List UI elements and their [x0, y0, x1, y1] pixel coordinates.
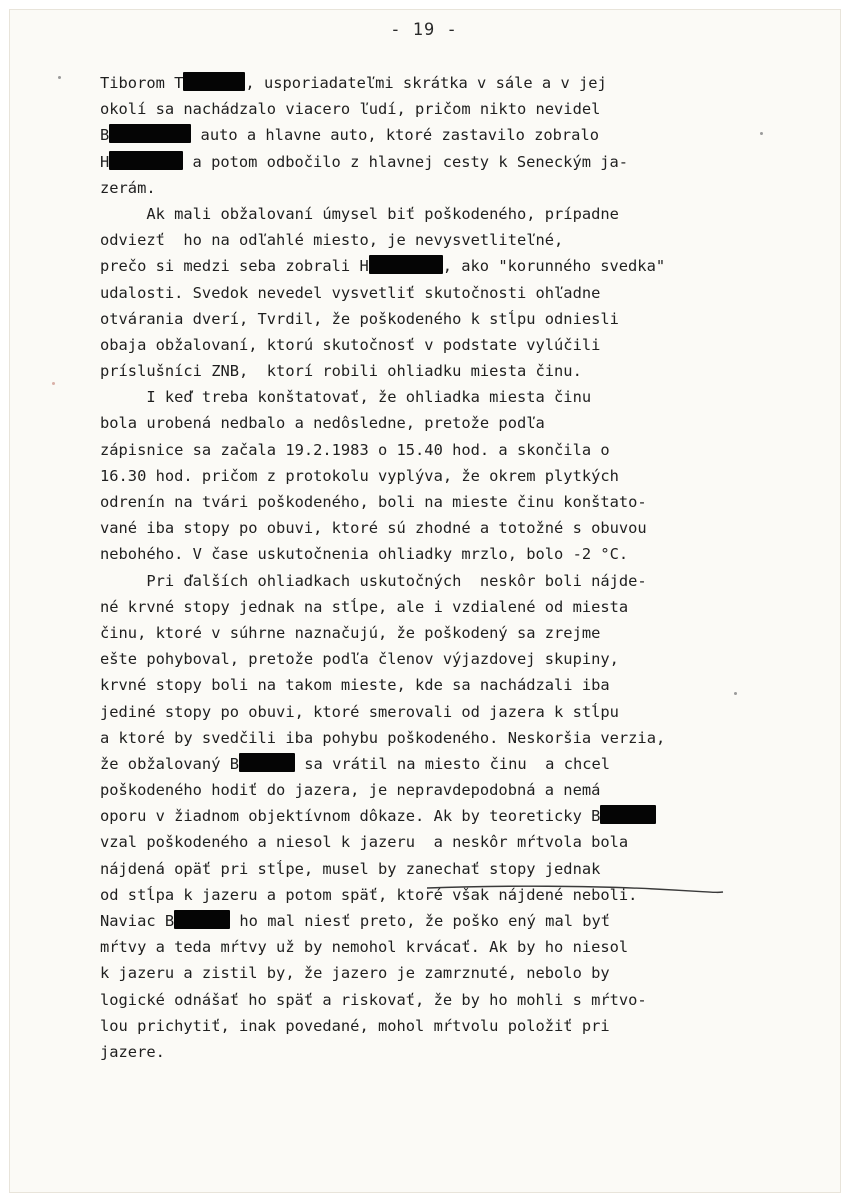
redaction-bar — [369, 255, 443, 274]
text-segment: Ak mali obžalovaní úmysel biť poškodeného, prípadne — [100, 204, 619, 223]
text-segment: otvárania dverí, Tvrdil, že poškodeného k stĺpu odniesli — [100, 309, 619, 328]
text-segment: poškodeného hodiť do jazera, je nepravdepodobná a nemá — [100, 781, 601, 800]
text-line — [100, 960, 740, 986]
text-line — [100, 856, 740, 882]
text-segment: Naviac B — [100, 912, 175, 930]
text-line — [100, 1013, 740, 1039]
text-segment: nebohého. V čase uskutočnenia ohliadky mrzlo, bolo -2 °C. — [100, 545, 629, 564]
text-line — [100, 201, 740, 227]
text-line — [100, 489, 740, 515]
text-segment: sa vrátil na miesto činu a chcel — [295, 754, 611, 773]
paragraph — [100, 70, 740, 201]
text-segment: okolí sa nachádzalo viacero ľudí, pričom nikto nevidel — [100, 100, 601, 119]
text-segment: oporu v žiadnom objektívnom dôkaze. Ak by teoreticky B — [100, 807, 601, 826]
text-line — [100, 306, 740, 332]
text-segment: vzal poškodeného a niesol k jazeru a neskôr mŕtvola bola — [100, 833, 629, 852]
text-segment: logické odnášať ho späť a riskovať, že by ho mohli s mŕtvo- — [100, 990, 647, 1009]
text-line — [100, 699, 740, 725]
text-segment: , ako "korunného svedka" — [442, 257, 666, 276]
text-line — [100, 122, 740, 148]
text-segment: a ktoré by svedčili iba pohybu poškodeného. Neskoršia verzia, — [100, 728, 666, 747]
redaction-bar — [174, 910, 230, 929]
text-line — [100, 987, 740, 1013]
redaction-bar — [109, 124, 191, 143]
text-line — [100, 253, 740, 279]
text-line — [100, 672, 740, 698]
text-segment: lou prichytiť, inak povedané, mohol mŕtvolu položiť pri — [100, 1016, 610, 1035]
paper-speck — [58, 76, 61, 79]
text-line — [100, 437, 740, 463]
page-number: - 19 - — [390, 20, 458, 40]
text-segment: B — [100, 126, 110, 145]
text-segment: k jazeru a zistil by, že jazero je zamrznuté, nebolo by — [100, 964, 610, 983]
text-line — [100, 463, 740, 489]
text-line — [100, 175, 740, 201]
text-line — [100, 908, 740, 934]
text-segment: mŕtvy a teda mŕtvy už by nemohol krvácať. Ak by ho niesol — [100, 938, 629, 957]
text-segment: odviezť ho na odľahlé miesto, je nevysvetliteľné, — [100, 231, 564, 250]
text-line — [100, 751, 740, 777]
paper-speck — [52, 382, 55, 385]
text-segment: Pri ďalších ohliadkach uskutočných neskôr boli nájde- — [100, 571, 647, 590]
text-segment: udalosti. Svedok nevedel vysvetliť skutočnosti ohľadne — [100, 283, 601, 302]
text-segment: prečo si medzi seba zobrali H — [100, 257, 369, 276]
text-segment: krvné stopy boli na takom mieste, kde sa nachádzali iba — [100, 676, 610, 695]
text-line — [100, 280, 740, 306]
text-segment: ešte pohyboval, pretože podľa členov výjazdovej skupiny, — [100, 650, 619, 669]
paragraph — [100, 201, 740, 384]
text-line — [100, 803, 740, 829]
text-segment: bola urobená nedbalo a nedôsledne, pretože podľa — [100, 414, 545, 433]
text-segment: zápisnice sa začala 19.2.1983 o 15.40 hod. a skončila o — [100, 440, 610, 459]
text-line — [100, 1039, 740, 1065]
text-segment: 16.30 hod. pričom z protokolu vyplýva, že okrem plytkých — [100, 466, 619, 485]
text-line — [100, 934, 740, 960]
text-segment: jazere. — [100, 1042, 165, 1061]
text-line — [100, 777, 740, 803]
redaction-bar — [109, 151, 183, 170]
text-line — [100, 829, 740, 855]
paragraph — [100, 384, 740, 567]
text-segment: H — [100, 152, 110, 171]
text-segment: auto a hlavne auto, ktoré zastavilo zobralo — [191, 126, 599, 145]
paper-speck — [760, 132, 763, 135]
handwritten-underline — [425, 882, 725, 896]
text-segment: ho mal niesť preto, že poško ený mal byť — [230, 912, 611, 930]
text-segment: a potom odbočilo z hlavnej cesty k Seneckým ja- — [183, 152, 629, 171]
text-segment: zerám. — [100, 178, 156, 197]
text-line — [100, 358, 740, 384]
text-line — [100, 541, 740, 567]
text-line — [100, 568, 740, 594]
text-segment: jediné stopy po obuvi, ktoré smerovali od jazera k stĺpu — [100, 702, 619, 721]
redaction-bar — [239, 753, 295, 772]
text-line — [100, 149, 740, 175]
text-segment: Tiborom T — [100, 74, 184, 92]
redaction-bar — [600, 805, 656, 824]
text-line — [100, 620, 740, 646]
text-line — [100, 725, 740, 751]
text-line — [100, 384, 740, 410]
text-segment: obaja obžalovaní, ktorú skutočnosť v podstate vylúčili — [100, 335, 601, 354]
text-segment: I keď treba konštatovať, že ohliadka miesta činu — [100, 388, 592, 407]
text-line — [100, 410, 740, 436]
text-segment: vané iba stopy po obuvi, ktoré sú zhodné a totožné s obuvou — [100, 519, 647, 538]
text-segment: od stĺpa k jazeru a potom späť, ktoré však nájdené neboli. — [100, 885, 638, 904]
text-line — [100, 227, 740, 253]
text-line — [100, 646, 740, 672]
text-segment: nájdená opäť pri stĺpe, musel by zanechať stopy jednak — [100, 859, 601, 878]
text-segment: né krvné stopy jednak na stĺpe, ale i vzdialené od miesta — [100, 597, 629, 616]
text-line — [100, 332, 740, 358]
text-line — [100, 515, 740, 541]
document-body — [100, 70, 740, 1065]
text-segment: činu, ktoré v súhrne naznačujú, že poškodený sa zrejme — [100, 623, 601, 642]
text-line — [100, 96, 740, 122]
text-line — [100, 70, 740, 96]
text-segment: odrenín na tvári poškodeného, boli na mieste činu konštato- — [100, 493, 647, 511]
text-segment: príslušníci ZNB, ktorí robili ohliadku miesta činu. — [100, 362, 582, 381]
text-segment: , usporiadateľmi skrátka v sále a v jej — [245, 74, 607, 92]
paragraph — [100, 568, 740, 1066]
text-line — [100, 594, 740, 620]
text-segment: že obžalovaný B — [100, 754, 239, 773]
redaction-bar — [183, 72, 245, 91]
